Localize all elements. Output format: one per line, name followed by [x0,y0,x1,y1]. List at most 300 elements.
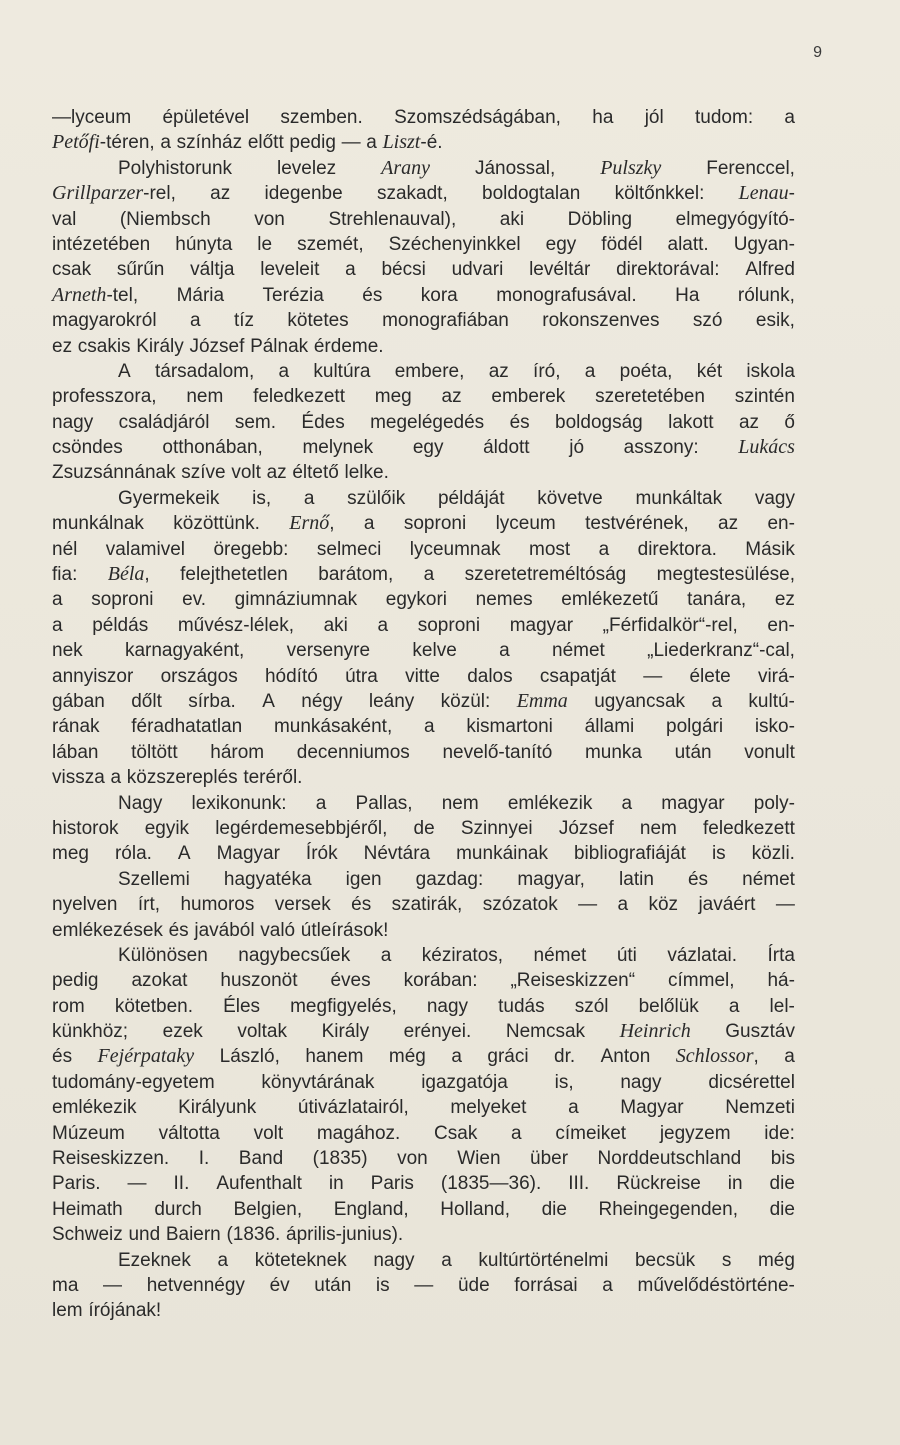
word: embere, [394,360,465,382]
word: nagy [620,1071,662,1093]
word [383,130,443,155]
word: versek [274,894,331,916]
word: esik, [755,310,795,332]
word: közszereplés [126,767,238,789]
word: két [696,360,723,382]
word: szíve [181,462,226,484]
word: szól [574,995,609,1017]
word: lyceum [495,513,556,535]
word: polgári [666,716,724,738]
word: jegyzem [659,1122,731,1144]
word: hanem [305,1046,364,1068]
text-line [52,740,795,765]
word: a [52,614,63,636]
word: Strehlenauval), [328,208,457,230]
word: hetvennégy [146,1274,245,1296]
word: Paris. [52,1173,101,1195]
word: és [687,868,709,890]
word: von [254,208,285,230]
word: szintén [734,386,795,408]
text-line [52,587,795,612]
word: útleírások! [300,919,389,941]
word: (1836. [226,1224,281,1246]
word: fia: [52,564,78,586]
word: a [451,1046,462,1068]
word: költőnkkel: [614,183,705,205]
word: monografiában [382,310,509,332]
text-line [52,410,795,435]
word: Pallas, [355,792,413,814]
italic-name: Liszt [382,131,421,154]
word: Belgien, [233,1198,303,1220]
word: magyar [661,792,725,814]
italic-name: Lukács [738,436,795,459]
word: en- [767,513,795,535]
word: historok [52,817,119,839]
word: nemes [475,589,533,611]
word: teréről. [243,767,303,789]
text-line [52,765,795,790]
word: most [529,538,571,560]
word: tudom: [695,107,754,128]
word: bibliografiáját [573,843,686,865]
word [517,689,568,714]
word: egykori [385,589,448,611]
word: közül: [440,690,491,712]
word: szemben. [280,107,363,128]
word: emlékezik [52,1097,137,1119]
word: aki [499,208,525,230]
text-line [52,460,795,485]
text-line [52,689,795,714]
word: sírba. [188,690,236,712]
word [739,181,795,206]
word: nél [52,538,78,560]
word: József [189,335,245,357]
word: szeretetreméltóság [464,564,627,586]
word: vissza [52,767,105,789]
text-line [52,181,795,206]
word: I. [198,1148,210,1170]
word: (1835) [312,1148,368,1170]
word: könyvtárának [261,1071,375,1093]
text-line [52,664,795,689]
word: „Reiseskizzen“ [510,970,636,992]
word: isko- [754,716,795,738]
italic-name: Petőfi [52,131,100,154]
word: a [711,690,723,712]
word: (Niembsch [119,208,211,230]
word: munkásaként, [273,716,393,738]
word: az [718,513,739,535]
text-line [52,867,795,892]
word: magyar, [517,868,585,890]
word: közöttünk. [173,513,260,535]
word: — [578,894,598,916]
word: Király [321,1021,370,1043]
word: emlékezések [52,919,163,941]
text-line [52,1273,795,1298]
word: Gusztáv [725,1021,795,1043]
word: munkálnak [52,513,144,535]
word: köteteknek [254,1249,347,1271]
text-line [52,918,795,943]
word: Nagy [118,792,163,814]
word: III. [568,1173,590,1195]
word: magyar [509,614,574,636]
text-line [52,791,795,816]
word: Különösen [118,944,208,966]
word: példás [92,614,149,636]
word: megfigyelés, [290,995,397,1017]
text-line [52,486,795,511]
word: váltja [190,259,235,281]
text-line [52,232,795,257]
word: és [168,919,189,941]
word: ez [774,589,795,611]
word: és [362,284,383,306]
word: szózatok [482,894,558,916]
word: Királyunk [178,1097,257,1119]
text-line [52,816,795,841]
word: csapatját [539,665,616,687]
word: a [377,614,389,636]
word: az [488,360,509,382]
word [738,435,795,460]
word: ha [592,107,614,128]
word: feledkezett [253,386,345,408]
word [52,283,138,308]
word: kötetes [287,310,349,332]
word: hagyatéka [223,868,312,890]
word: a [784,1046,795,1068]
word: — [127,1173,147,1195]
word: címeiket [555,1122,627,1144]
word: rának [52,716,100,738]
word: ugyancsak [594,690,686,712]
word: virá- [757,665,795,687]
word: egy [545,233,577,255]
word: belőlük [638,995,699,1017]
word: A [177,843,191,865]
word: útra [345,665,378,687]
word: is [375,1274,390,1296]
word: jól [644,107,664,128]
text-line [52,1248,795,1273]
word: karnagyaként, [124,640,245,662]
word: Baiern [165,1224,221,1246]
word: még [757,1249,795,1271]
word: emberek [491,386,566,408]
italic-name: Arneth [52,283,107,306]
word: feledkezett [703,817,795,839]
word: Ferenccel, [706,157,795,179]
word: Pálnak [250,335,309,357]
word: künkhöz; [52,1021,129,1043]
word: selmeci [316,538,382,560]
text-line [52,435,795,460]
word: a [278,360,290,382]
word: és [351,894,372,916]
word: födél [601,233,643,255]
word [52,130,155,155]
text-line [52,537,795,562]
word: igen [345,868,382,890]
word: elmegyógyító- [675,208,795,230]
word: melyeket [450,1097,527,1119]
word: lem [52,1300,83,1322]
word: példáját [437,487,505,509]
word: év [269,1274,290,1296]
word: magához. [316,1122,401,1144]
word: de [413,817,435,839]
word: en- [767,614,795,636]
word: Paris [370,1173,414,1195]
word: szakadt, [376,183,448,205]
word: Éles [223,995,261,1017]
word: felejthetetlen [180,564,288,586]
word: bécsi [381,259,426,281]
word: „Liederkranz“-cal, [647,640,795,662]
word: und [128,1224,161,1246]
text-line [52,334,795,359]
word: nevelő-tanító [442,741,553,763]
word: udvari [451,259,504,281]
word: Heimath [52,1198,123,1220]
word: való [260,919,296,941]
word: Gyermekeik [118,487,220,509]
word: lakott [668,411,714,433]
word: pedig [289,132,336,154]
word: Szellemi [118,868,190,890]
word: a [602,1274,613,1296]
text-line [52,638,795,663]
word: nagybecsűek [238,944,351,966]
word: Terézia [262,284,324,306]
word: dalos [467,665,513,687]
word: író, [533,360,561,382]
word: Schweiz [52,1224,123,1246]
word: éves [330,970,371,992]
word: nagy [52,411,94,433]
text-line [52,1146,795,1171]
word: gazdag: [415,868,484,890]
word: voltak [237,1021,287,1043]
word: is, [252,487,272,509]
word: melynek [302,437,374,459]
word [676,1044,759,1069]
word: tíz [233,310,254,332]
word: durch [154,1198,202,1220]
word: a [345,259,356,281]
word: érdeme. [313,335,384,357]
word: monografusával. [496,284,637,306]
text-line [52,1171,795,1196]
word: dicsérettel [708,1071,795,1093]
word: meg [52,843,89,865]
word: munka [584,741,642,763]
word: Nemcsak [505,1021,586,1043]
word: direktora. [637,538,717,560]
word: boldogság [555,411,643,433]
word: rom [52,995,85,1017]
text-line [52,207,795,232]
word: Norddeutschland [597,1148,742,1170]
text-line [52,283,795,308]
word: Írók [305,843,338,865]
word: lel- [769,995,795,1017]
text-line [52,1070,795,1095]
word: a [52,589,63,611]
word: Ha [675,284,700,306]
word: leveleit [260,259,320,281]
body-text [52,105,795,1324]
word: II. [173,1173,190,1195]
word: színház [176,132,243,154]
word: a [568,1097,579,1119]
word: még [388,1046,426,1068]
word: munkáinak [456,843,548,865]
word: köz [648,894,679,916]
word: erényei. [403,1021,472,1043]
word: barátom, [318,564,394,586]
word: csak [52,259,92,281]
word: ev. [182,589,207,611]
text-line [52,130,795,155]
word: ide: [764,1122,795,1144]
word: után [314,1274,352,1296]
word: „Férfidalkör“-rel, [602,614,738,636]
text-line [52,892,795,917]
word: boldogtalan [482,183,581,205]
word: asszony: [623,437,699,459]
word: Magyar [620,1097,684,1119]
text-line [52,511,795,536]
word: a [366,132,377,154]
word: forrásai [514,1274,578,1296]
word: Döbling [567,208,633,230]
text-line [52,1121,795,1146]
word: sűrűn [116,259,165,281]
word: a [441,1249,452,1271]
word: idegenbe [264,183,343,205]
text-line [52,841,795,866]
word: Másik [745,538,795,560]
word: ma [52,1274,79,1296]
word: Rheingegenden, [598,1198,738,1220]
word: a [728,995,740,1017]
word: közli. [751,843,795,865]
text-line [52,384,795,409]
word: tudás [498,995,545,1017]
word: a [315,792,327,814]
word: lyceumnak [409,538,501,560]
word: (1835—36). [440,1173,542,1195]
word: dr. [554,1046,576,1068]
word: írt, [137,894,161,916]
word: társadalom, [154,360,255,382]
word: László, [219,1046,280,1068]
word [52,181,176,206]
word: kéziratos, [421,944,504,966]
word: levéltár [529,259,591,281]
word: a [424,716,435,738]
word: emlékezik [507,792,593,814]
word: nagy [426,995,469,1017]
word: — [775,894,795,916]
word: poéta, [619,360,673,382]
word: soproni [91,589,154,611]
word: a [511,1122,522,1144]
word: kismartoni [466,716,553,738]
word: in [328,1173,344,1195]
word: német [742,868,795,890]
word: von [397,1148,428,1170]
word: Ugyan- [733,233,795,255]
word: a [784,107,795,128]
word-suffix: -tel, [106,284,139,306]
word: igazgatója [421,1071,508,1093]
word: ezek [162,1021,203,1043]
word: a [160,132,171,154]
word: öregebb: [213,538,289,560]
word: versenyre [286,640,371,662]
word: három [210,741,265,763]
word: tudomány-egyetem [52,1071,215,1093]
word: nek [52,640,83,662]
italic-name: Pulszky [600,156,662,179]
word: az [441,386,462,408]
word: meg [374,386,412,408]
word: in [727,1173,743,1195]
word: dőlt [131,690,162,712]
word: a [217,1249,229,1271]
text-line [52,1222,795,1247]
word: Alfred [745,259,795,281]
word: Magyar [216,843,280,865]
word: egyik [144,817,190,839]
italic-name: Emma [516,689,568,712]
word: jó [569,437,585,459]
word: Zsuzsánnának [52,462,176,484]
word: az [266,462,287,484]
word: becsük [634,1249,696,1271]
word: szülőik [347,487,406,509]
italic-name: Fejérpataky [97,1045,195,1068]
word: a [110,767,122,789]
word: korában: [403,970,478,992]
word: huszonöt [220,970,298,992]
word: előtt [247,132,284,154]
word-suffix: -téren, [99,132,155,154]
word: csakis [77,335,131,357]
word: családjáról [118,411,210,433]
word: a [423,564,435,586]
word: emlékezetű [561,589,659,611]
word-suffix: , [753,1046,759,1068]
text-line [52,943,795,968]
word: A [118,360,131,382]
word: egy [412,437,444,459]
word: szeretetében [595,386,705,408]
word: valamivel [105,538,185,560]
word: Wien [457,1148,501,1170]
word: a [363,513,375,535]
word: humoros [180,894,255,916]
word: soproni [417,614,481,636]
word: vitte [405,665,440,687]
italic-name: Béla [107,563,145,586]
